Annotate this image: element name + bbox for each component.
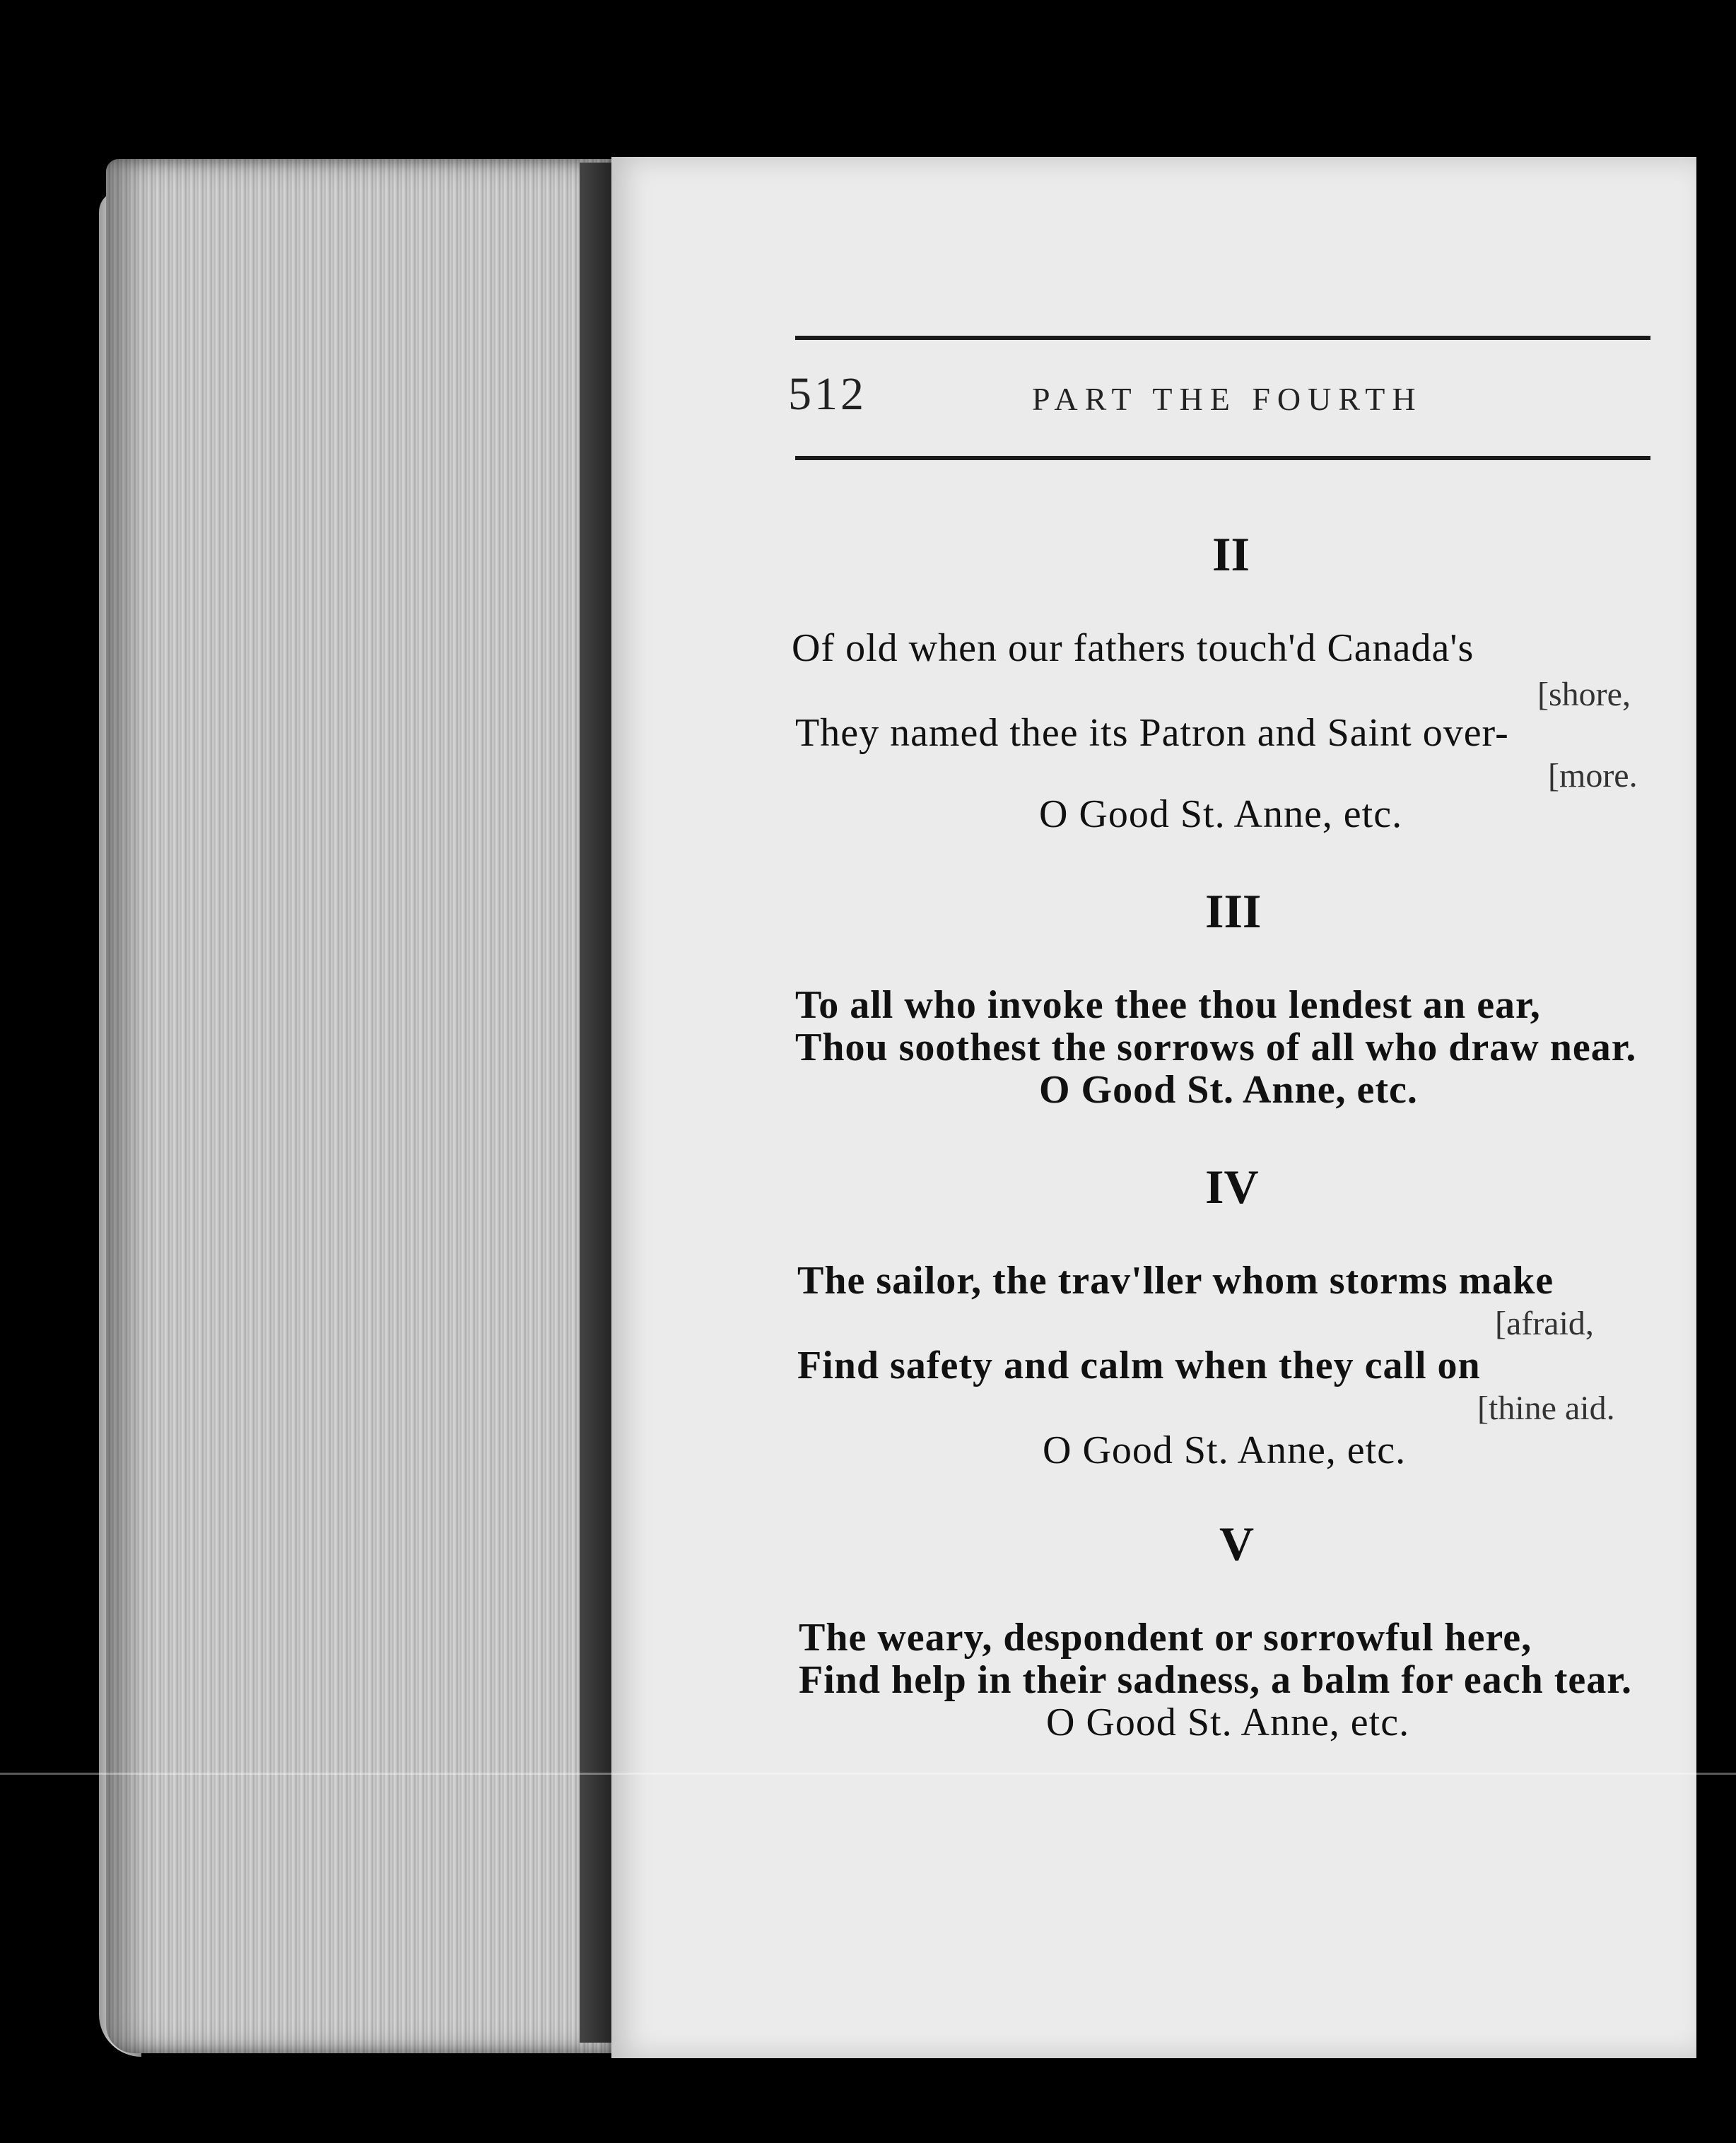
verse-line: They named thee its Patron and Saint over-: [795, 711, 1509, 755]
chorus-line: O Good St. Anne, etc.: [1046, 1701, 1410, 1744]
spine-shadow: [580, 163, 615, 2043]
header-top-rule: [795, 336, 1650, 340]
verse-line: Find safety and calm when they call on: [797, 1344, 1481, 1387]
verse-line: Of old when our fathers touch'd Canada's: [792, 626, 1474, 670]
header-bottom-rule: [795, 456, 1650, 460]
stanza-numeral-ii: II: [1212, 527, 1250, 581]
verse-turnover: [afraid,: [1495, 1305, 1594, 1342]
verse-turnover: [thine aid.: [1477, 1390, 1615, 1427]
verse-line: The sailor, the trav'ller whom storms make: [797, 1259, 1554, 1303]
verse-line: Find help in their sadness, a balm for each tear.: [799, 1658, 1632, 1702]
stanza-numeral-v: V: [1219, 1517, 1255, 1570]
chorus-line: O Good St. Anne, etc.: [1043, 1428, 1407, 1472]
verse-line: Thou soothest the sorrows of all who draw near.: [795, 1026, 1637, 1069]
stanza-numeral-iii: III: [1205, 884, 1262, 938]
chorus-line: O Good St. Anne, etc.: [1039, 1068, 1418, 1112]
running-head: PART THE FOURTH: [1032, 381, 1423, 417]
verse-line: To all who invoke thee thou lendest an ear,: [795, 983, 1541, 1027]
chorus-line: O Good St. Anne, etc.: [1039, 792, 1403, 836]
page-number: 512: [788, 368, 867, 420]
verse-turnover: [more.: [1548, 757, 1638, 794]
verse-line: The weary, despondent or sorrowful here,: [799, 1616, 1532, 1660]
scan-artifact-line: [0, 1773, 1736, 1775]
book-page-edges: [106, 159, 615, 2053]
stanza-numeral-iv: IV: [1205, 1160, 1259, 1214]
verse-turnover: [shore,: [1537, 676, 1631, 713]
